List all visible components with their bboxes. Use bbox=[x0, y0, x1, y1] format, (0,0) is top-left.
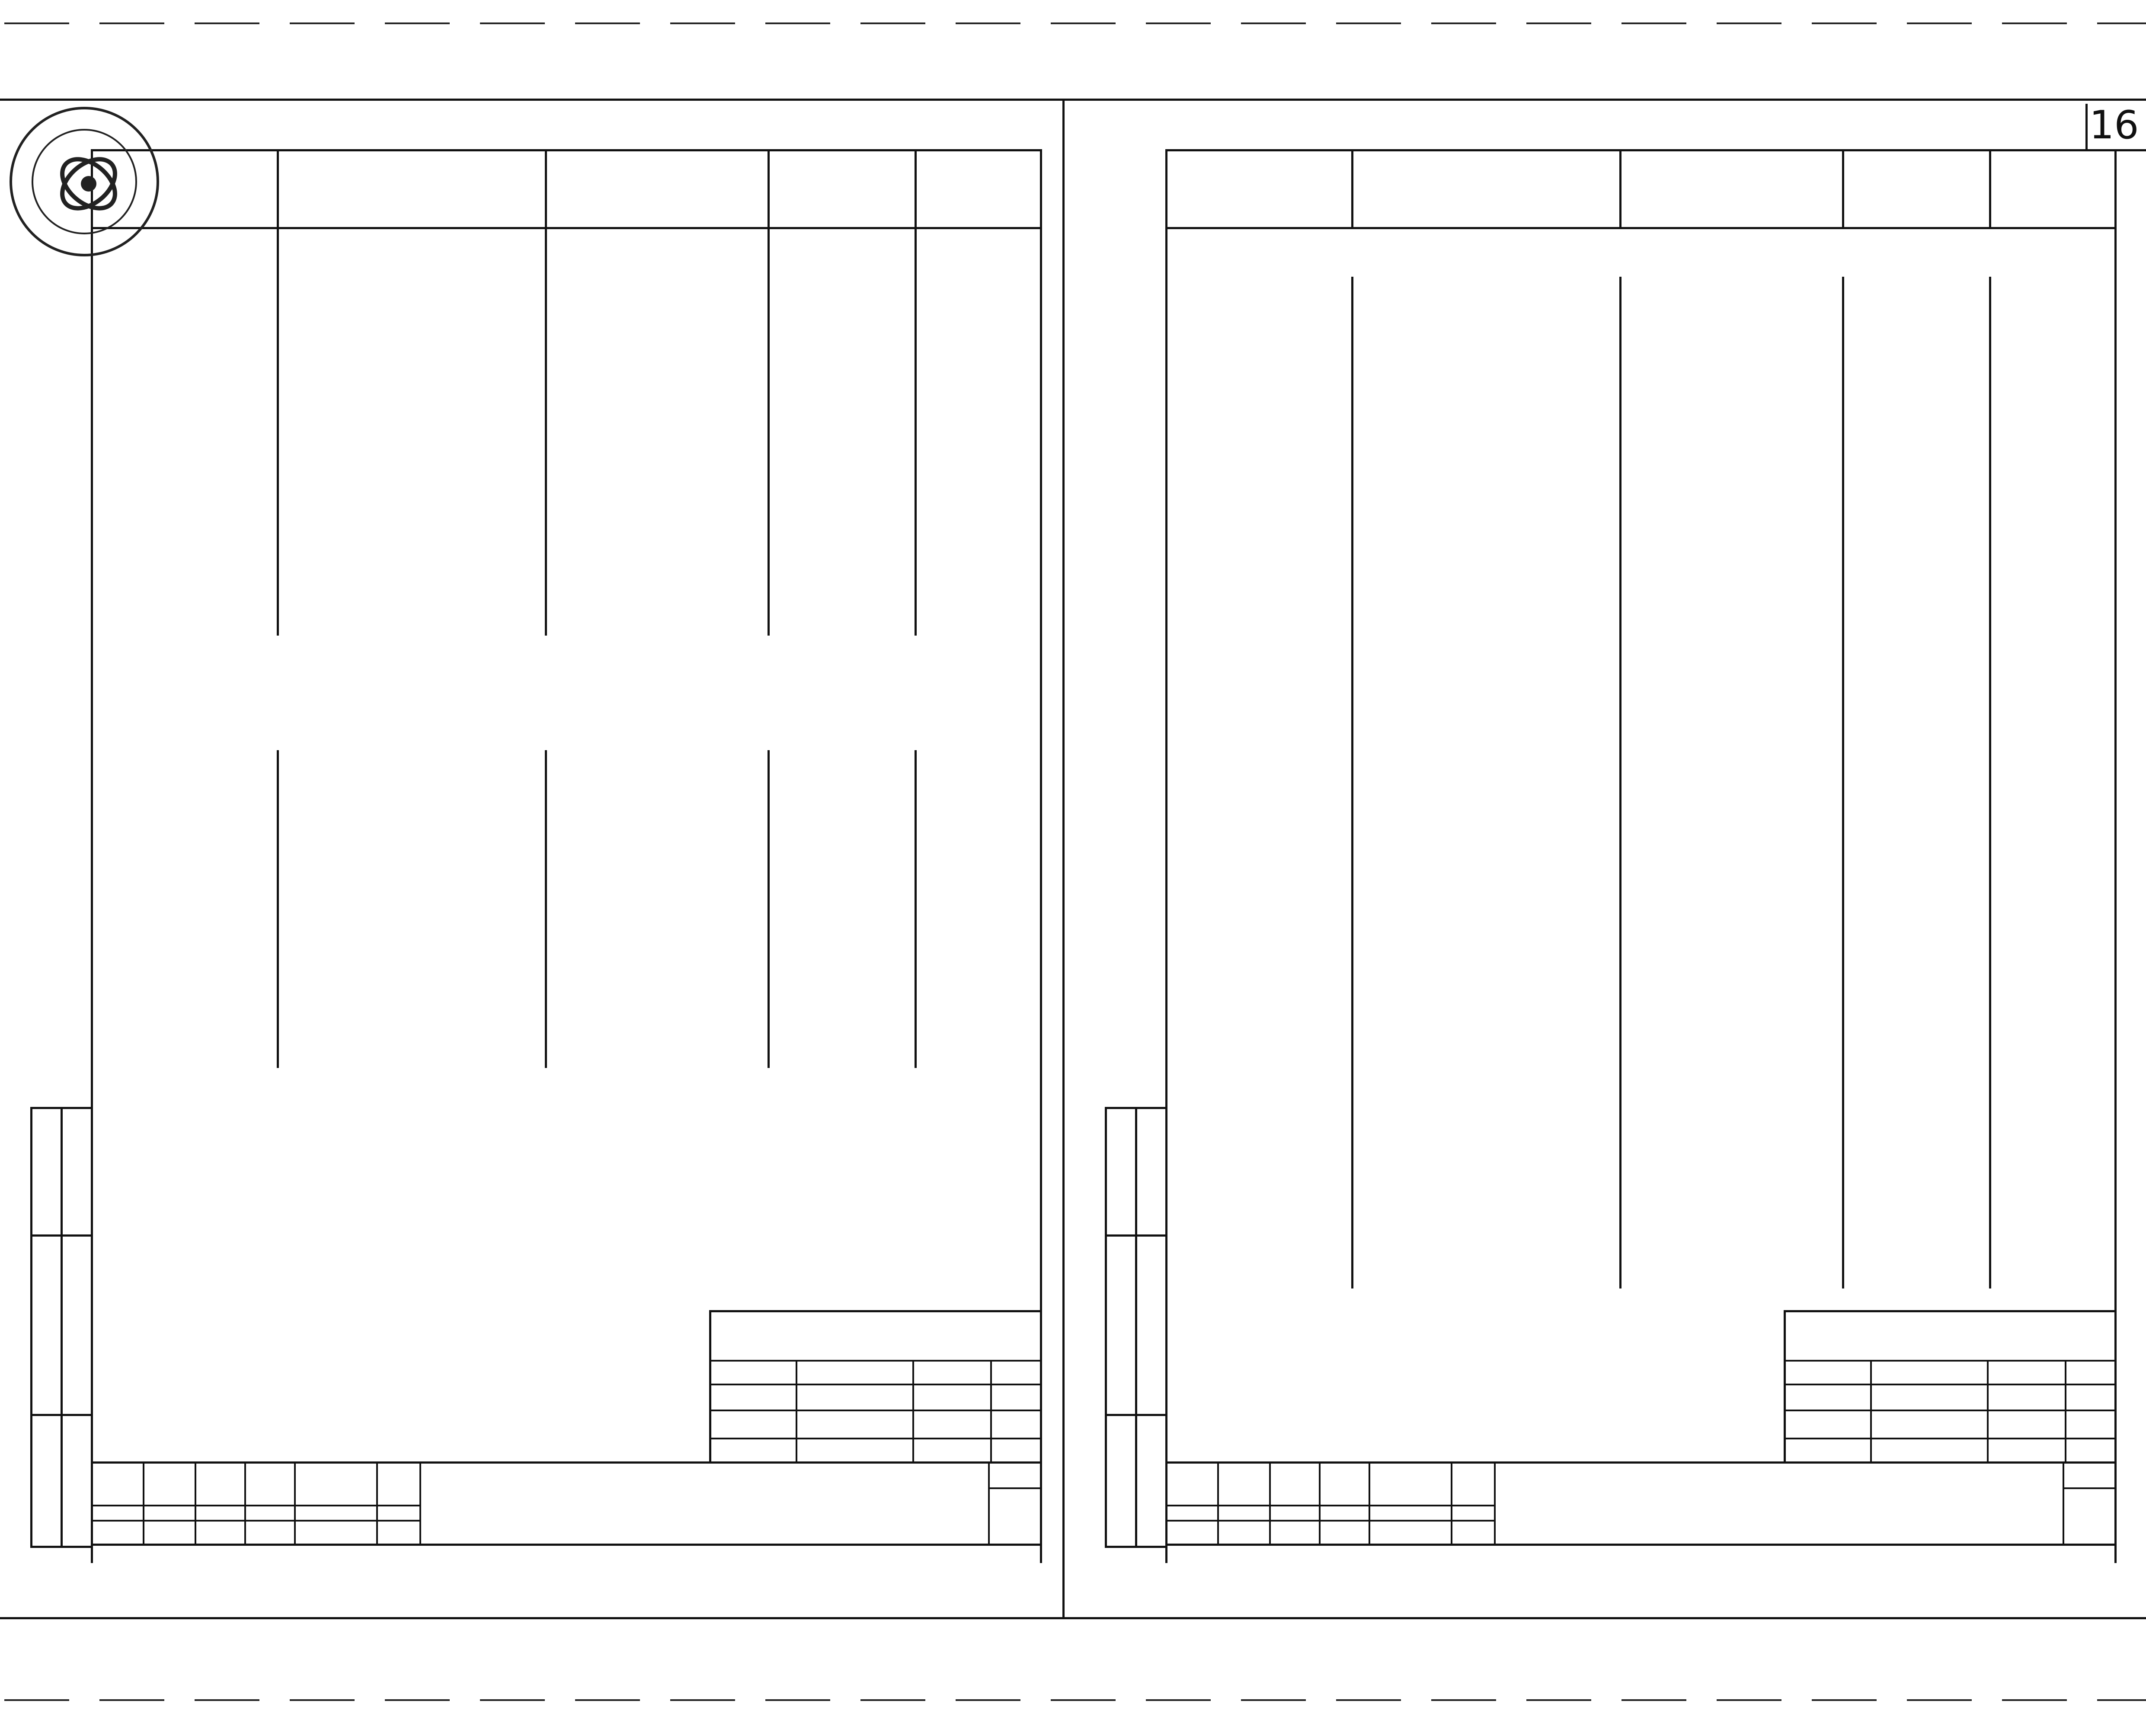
body-col-line bbox=[915, 750, 917, 1068]
table-top-line bbox=[91, 149, 1040, 151]
dash-segment bbox=[1146, 1699, 1211, 1701]
dash-segment bbox=[765, 22, 830, 24]
titleblock-col bbox=[91, 1461, 93, 1544]
stamp-line bbox=[1105, 1546, 1165, 1548]
dash-segment bbox=[670, 1699, 735, 1701]
page-divider bbox=[1062, 99, 1065, 1619]
dash-segment bbox=[2097, 1699, 2146, 1701]
body-col-line bbox=[277, 750, 279, 1068]
titleblock-mid bbox=[1165, 1505, 1494, 1506]
dash-segment bbox=[1812, 22, 1877, 24]
dash-segment bbox=[956, 1699, 1020, 1701]
dash-segment bbox=[1526, 1699, 1591, 1701]
body-col-line bbox=[1989, 277, 1991, 1288]
frame-top-line bbox=[0, 99, 2146, 101]
body-col-line bbox=[1842, 277, 1844, 1288]
dash-segment bbox=[1717, 22, 1781, 24]
sheet-col-line bbox=[2063, 1487, 2114, 1489]
body-col-line bbox=[1351, 277, 1353, 1288]
dash-segment bbox=[195, 22, 259, 24]
bound-col bbox=[990, 1360, 992, 1461]
dash-segment bbox=[765, 1699, 830, 1701]
stamp-inner bbox=[1135, 1107, 1137, 1546]
header-col-line bbox=[1619, 149, 1621, 229]
dash-segment bbox=[290, 22, 355, 24]
dash-segment bbox=[385, 22, 450, 24]
dash-segment bbox=[99, 22, 164, 24]
page-left-border bbox=[1165, 149, 1167, 1563]
stamp-line bbox=[1105, 1414, 1165, 1416]
dash-segment bbox=[860, 22, 925, 24]
header-col-line bbox=[277, 149, 279, 229]
dash-segment bbox=[4, 1699, 69, 1701]
dash-segment bbox=[1717, 1699, 1781, 1701]
body-col-line bbox=[545, 229, 547, 636]
bound-col bbox=[796, 1360, 797, 1461]
stamp-line bbox=[30, 1414, 91, 1416]
header-col-line bbox=[1989, 149, 1991, 229]
titleblock-mid bbox=[91, 1520, 419, 1522]
page-left-border bbox=[91, 149, 93, 1563]
titleblock-top bbox=[1165, 1461, 2114, 1464]
bound-col bbox=[1987, 1360, 1989, 1461]
body-col-line bbox=[768, 750, 770, 1068]
dash-segment bbox=[1621, 22, 1686, 24]
stamp-outer-left bbox=[1105, 1107, 1107, 1546]
stamp-outer-left bbox=[30, 1107, 32, 1546]
table-top-line bbox=[1165, 149, 2114, 151]
titleblock-col bbox=[419, 1461, 421, 1544]
bound-col bbox=[2065, 1360, 2066, 1461]
sheet-box-bottom bbox=[2085, 149, 2146, 151]
dash-segment bbox=[195, 1699, 259, 1701]
titleblock-col bbox=[244, 1461, 246, 1544]
titleblock-col bbox=[195, 1461, 196, 1544]
dash-segment bbox=[2002, 22, 2067, 24]
frame-bottom-line bbox=[0, 1617, 2146, 1619]
body-col-line bbox=[915, 229, 917, 636]
dash-segment bbox=[575, 22, 640, 24]
dash-segment bbox=[480, 22, 545, 24]
dash-segment bbox=[1621, 1699, 1686, 1701]
dash-segment bbox=[1431, 1699, 1496, 1701]
sheet-col bbox=[2063, 1461, 2064, 1544]
header-col-line bbox=[545, 149, 547, 229]
dash-segment bbox=[2097, 22, 2146, 24]
stamp-line bbox=[30, 1234, 91, 1237]
stamp-line bbox=[1105, 1234, 1165, 1237]
bound-top bbox=[709, 1310, 1040, 1312]
dash-segment bbox=[1907, 22, 1972, 24]
dash-segment bbox=[480, 1699, 545, 1701]
header-col-line bbox=[915, 149, 917, 229]
bound-col bbox=[1870, 1360, 1872, 1461]
stamp-line bbox=[30, 1107, 91, 1109]
titleblock-col bbox=[1451, 1461, 1452, 1544]
dash-segment bbox=[1241, 1699, 1306, 1701]
dash-segment bbox=[290, 1699, 355, 1701]
header-col-line bbox=[1842, 149, 1844, 229]
bound-top bbox=[1784, 1310, 2114, 1312]
stamp-line bbox=[30, 1546, 91, 1548]
titleblock-col bbox=[376, 1461, 378, 1544]
titleblock-col bbox=[294, 1461, 296, 1544]
sheet-col bbox=[988, 1461, 990, 1544]
titleblock-mid bbox=[1165, 1520, 1494, 1522]
dash-segment bbox=[1146, 22, 1211, 24]
stamp-line bbox=[1105, 1107, 1165, 1109]
dash-segment bbox=[385, 1699, 450, 1701]
body-col-line bbox=[277, 229, 279, 636]
page-right-border bbox=[1040, 149, 1042, 1563]
titleblock-top bbox=[91, 1461, 1040, 1464]
dash-segment bbox=[99, 1699, 164, 1701]
sheet-col-line bbox=[988, 1487, 1040, 1489]
body-col-line bbox=[768, 229, 770, 636]
dash-segment bbox=[575, 1699, 640, 1701]
dash-segment bbox=[1051, 22, 1116, 24]
sheet-box-left bbox=[2085, 104, 2088, 150]
dash-segment bbox=[956, 22, 1020, 24]
titleblock-col bbox=[1494, 1461, 1496, 1544]
titleblock-col bbox=[1165, 1461, 1167, 1544]
dash-segment bbox=[1336, 22, 1401, 24]
titleblock-col bbox=[1217, 1461, 1219, 1544]
titleblock-bottom bbox=[1165, 1544, 2114, 1546]
dash-segment bbox=[860, 1699, 925, 1701]
dash-segment bbox=[1241, 22, 1306, 24]
dash-segment bbox=[1336, 1699, 1401, 1701]
body-col-line bbox=[545, 750, 547, 1068]
seal-stamp bbox=[2, 99, 184, 281]
titleblock-mid bbox=[91, 1505, 419, 1506]
body-col-line bbox=[1619, 277, 1621, 1288]
titleblock-col bbox=[1319, 1461, 1321, 1544]
header-col-line bbox=[1351, 149, 1353, 229]
dash-segment bbox=[1812, 1699, 1877, 1701]
titleblock-col bbox=[1369, 1461, 1370, 1544]
table-header-bottom bbox=[1165, 227, 2114, 229]
header-col-line bbox=[768, 149, 770, 229]
dash-segment bbox=[1526, 22, 1591, 24]
bound-col bbox=[912, 1360, 914, 1461]
dash-segment bbox=[1907, 1699, 1972, 1701]
dash-segment bbox=[4, 22, 69, 24]
dash-segment bbox=[670, 22, 735, 24]
page-right-border bbox=[2114, 149, 2117, 1563]
dash-segment bbox=[1051, 1699, 1116, 1701]
dash-segment bbox=[1431, 22, 1496, 24]
titleblock-col bbox=[1269, 1461, 1271, 1544]
titleblock-bottom bbox=[91, 1544, 1040, 1546]
sheet-number: 16 bbox=[2089, 102, 2139, 148]
dash-segment bbox=[2002, 1699, 2067, 1701]
titleblock-col bbox=[143, 1461, 144, 1544]
stamp-inner bbox=[61, 1107, 63, 1546]
table-header-bottom bbox=[91, 227, 1040, 229]
